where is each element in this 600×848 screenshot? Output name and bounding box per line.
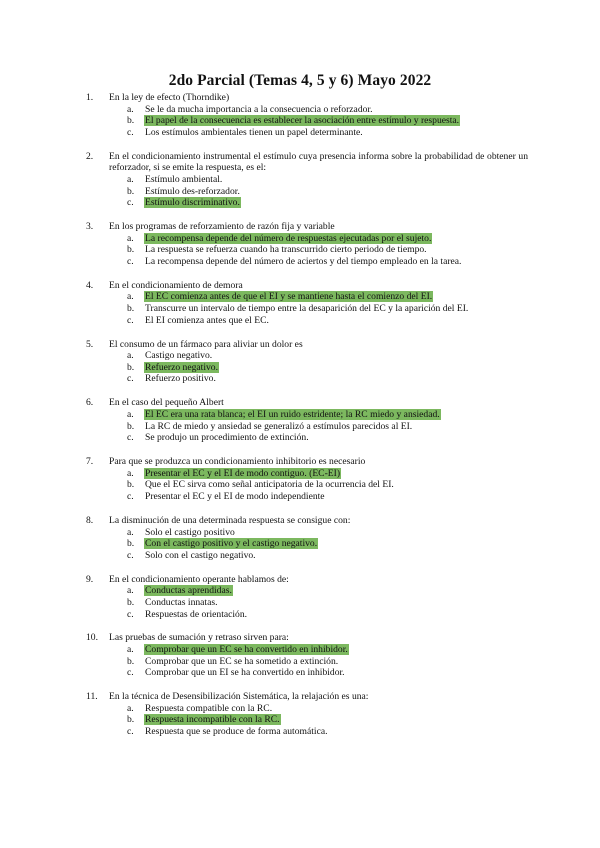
question-number: 11. xyxy=(86,691,98,703)
answer-option xyxy=(88,656,528,668)
option-letter: a. xyxy=(127,103,134,115)
answer-option xyxy=(88,350,528,362)
option-text: El EC comienza antes de que el EI y se mantiene hasta el comienzo del EI. xyxy=(145,291,433,303)
option-text: Estímulo des-reforzador. xyxy=(145,185,240,197)
question-text: Las pruebas de sumación y retraso sirven para: xyxy=(109,632,289,644)
answer-option xyxy=(88,491,528,503)
option-text: Castigo negativo. xyxy=(145,350,213,362)
question-stem xyxy=(88,515,528,527)
option-letter: c. xyxy=(127,373,134,385)
option-letter: b. xyxy=(127,714,135,726)
answer-option xyxy=(88,315,528,327)
option-letter: b. xyxy=(127,596,135,608)
option-letter: b. xyxy=(127,115,135,127)
option-letter: c. xyxy=(127,490,134,502)
question-text: En el caso del pequeño Albert xyxy=(109,397,224,409)
answer-option xyxy=(88,303,528,315)
option-list xyxy=(88,350,528,385)
option-letter: b. xyxy=(127,185,135,197)
question-item xyxy=(88,632,528,678)
question-text: En la ley de efecto (Thorndike) xyxy=(109,92,230,103)
question-number: 10. xyxy=(86,632,98,644)
option-text: La respuesta se refuerza cuando ha transcurrido cierto periodo de tiempo. xyxy=(145,244,427,256)
option-text: Se le da mucha importancia a la consecuencia o reforzador. xyxy=(145,103,373,115)
question-stem xyxy=(88,280,528,292)
question-number: 7. xyxy=(86,456,94,468)
option-letter: b. xyxy=(127,538,135,550)
question-item xyxy=(88,92,528,138)
option-letter: c. xyxy=(127,126,134,138)
option-list xyxy=(88,104,528,139)
answer-option xyxy=(88,373,528,385)
option-text: Respuestas de orientación. xyxy=(145,608,248,620)
option-letter: b. xyxy=(127,655,135,667)
answer-option xyxy=(88,703,528,715)
option-letter: b. xyxy=(127,303,135,315)
option-letter: b. xyxy=(127,420,135,432)
question-number: 4. xyxy=(86,279,94,291)
option-letter: c. xyxy=(127,726,134,738)
answer-option-highlighted xyxy=(88,585,528,597)
answer-option xyxy=(88,186,528,198)
option-text: Transcurre un intervalo de tiempo entre la desaparición del EC y la aparición del EI. xyxy=(145,303,469,315)
option-text: Comprobar que un EC se ha sometido a extinción. xyxy=(145,655,339,667)
question-item xyxy=(88,515,528,561)
answer-option xyxy=(88,104,528,116)
option-letter: a. xyxy=(127,467,134,479)
option-text: La recompensa depende del número de aciertos y del tiempo empleado en la tarea. xyxy=(145,255,462,267)
question-item xyxy=(88,574,528,620)
option-letter: b. xyxy=(127,479,135,491)
question-stem xyxy=(88,151,528,174)
option-text: El papel de la consecuencia es establecer la asociación entre estímulo y respuesta. xyxy=(145,115,460,127)
question-stem xyxy=(88,397,528,409)
option-letter: b. xyxy=(127,361,135,373)
question-item xyxy=(88,339,528,385)
option-text: Solo con el castigo negativo. xyxy=(145,549,256,561)
answer-option xyxy=(88,127,528,139)
answer-option-highlighted xyxy=(88,233,528,245)
option-text: Respuesta que se produce de forma automática. xyxy=(145,726,328,738)
answer-option xyxy=(88,421,528,433)
option-text: Refuerzo negativo. xyxy=(145,361,218,373)
option-text: Se produjo un procedimiento de extinción. xyxy=(145,432,309,444)
option-letter: a. xyxy=(127,291,134,303)
question-text: En los programas de reforzamiento de razón fija y variable xyxy=(109,221,335,233)
question-item xyxy=(88,151,528,209)
answer-option-highlighted xyxy=(88,468,528,480)
answer-option-highlighted xyxy=(88,362,528,374)
option-text: Solo el castigo positivo xyxy=(145,526,235,538)
option-text: El EI comienza antes que el EC. xyxy=(145,314,269,326)
question-number: 9. xyxy=(86,573,94,585)
question-number: 2. xyxy=(86,150,94,162)
option-text: Conductas innatas. xyxy=(145,596,218,608)
question-text: En el condicionamiento instrumental el estímulo cuya presencia informa sobre la probabilidad de obtener un reforzador, si se emite la respuesta, es el: xyxy=(109,150,528,174)
option-list xyxy=(88,527,528,562)
option-letter: a. xyxy=(127,526,134,538)
option-text: Los estímulos ambientales tienen un papel determinante. xyxy=(145,126,363,138)
answer-option-highlighted xyxy=(88,409,528,421)
option-letter: a. xyxy=(127,585,134,597)
question-text: En el condicionamiento de demora xyxy=(109,279,243,291)
question-text: En la técnica de Desensibilización Sistemática, la relajación es una: xyxy=(109,691,369,703)
option-letter: a. xyxy=(127,350,134,362)
answer-option xyxy=(88,667,528,679)
question-item xyxy=(88,691,528,737)
option-text: Comprobar que un EC se ha convertido en inhibidor. xyxy=(145,644,348,656)
option-list xyxy=(88,174,528,209)
option-list xyxy=(88,585,528,620)
option-text: La RC de miedo y ansiedad se generalizó a estímulos parecidos al EI. xyxy=(145,420,413,432)
question-stem xyxy=(88,339,528,351)
answer-option xyxy=(88,479,528,491)
answer-option xyxy=(88,174,528,186)
option-letter: c. xyxy=(127,314,134,326)
answer-option xyxy=(88,550,528,562)
question-text: Para que se produzca un condicionamiento inhibitorio es necesario xyxy=(109,456,366,468)
option-letter: a. xyxy=(127,644,134,656)
option-list xyxy=(88,703,528,738)
option-text: La recompensa depende del número de respuestas ejecutadas por el sujeto. xyxy=(145,232,432,244)
question-stem xyxy=(88,221,528,233)
option-text: El EC era una rata blanca; el EI un ruido estridente; la RC miedo y ansiedad. xyxy=(145,409,440,421)
answer-option-highlighted xyxy=(88,538,528,550)
option-text: Comprobar que un EI se ha convertido en inhibidor. xyxy=(145,667,345,679)
answer-option xyxy=(88,726,528,738)
question-number: 8. xyxy=(86,514,94,526)
question-stem xyxy=(88,691,528,703)
question-stem xyxy=(88,632,528,644)
option-letter: a. xyxy=(127,173,134,185)
answer-option-highlighted xyxy=(88,291,528,303)
option-text: Refuerzo positivo. xyxy=(145,373,216,385)
question-stem xyxy=(88,456,528,468)
answer-option-highlighted xyxy=(88,644,528,656)
question-item xyxy=(88,221,528,267)
answer-option xyxy=(88,244,528,256)
option-list xyxy=(88,644,528,679)
option-letter: a. xyxy=(127,409,134,421)
option-list xyxy=(88,291,528,326)
question-number: 1. xyxy=(86,92,94,103)
question-stem xyxy=(88,574,528,586)
question-number: 3. xyxy=(86,221,94,233)
answer-option xyxy=(88,609,528,621)
option-text: Respuesta incompatible con la RC. xyxy=(145,714,280,726)
question-stem xyxy=(88,92,528,104)
question-text: La disminución de una determinada respuesta se consigue con: xyxy=(109,514,351,526)
option-text: Presentar el EC y el EI de modo independiente xyxy=(145,490,325,502)
option-text: Conductas aprendidas. xyxy=(145,585,232,597)
answer-option xyxy=(88,597,528,609)
question-item xyxy=(88,397,528,443)
answer-option-highlighted xyxy=(88,714,528,726)
option-letter: c. xyxy=(127,432,134,444)
option-list xyxy=(88,233,528,268)
question-number: 6. xyxy=(86,397,94,409)
option-letter: c. xyxy=(127,608,134,620)
question-text: El consumo de un fármaco para aliviar un dolor es xyxy=(109,338,303,350)
option-text: Estímulo discriminativo. xyxy=(145,197,240,209)
answer-option xyxy=(88,432,528,444)
page-title: 2do Parcial (Temas 4, 5 y 6) Mayo 2022 xyxy=(168,72,432,89)
answer-option-highlighted xyxy=(88,115,528,127)
question-list xyxy=(88,92,528,750)
option-letter: c. xyxy=(127,255,134,267)
option-text: Presentar el EC y el EI de modo contiguo. (EC-EI) xyxy=(145,467,341,479)
option-letter: a. xyxy=(127,702,134,714)
answer-option-highlighted xyxy=(88,197,528,209)
option-text: Que el EC sirva como señal anticipatoria de la ocurrencia del EI. xyxy=(145,479,394,491)
option-text: Estímulo ambiental. xyxy=(145,173,223,185)
answer-option xyxy=(88,527,528,539)
option-list xyxy=(88,468,528,503)
question-item xyxy=(88,456,528,502)
option-list xyxy=(88,409,528,444)
option-letter: c. xyxy=(127,549,134,561)
question-number: 5. xyxy=(86,338,94,350)
answer-option xyxy=(88,256,528,268)
option-letter: a. xyxy=(127,232,134,244)
option-text: Con el castigo positivo y el castigo negativo. xyxy=(145,538,318,550)
option-letter: c. xyxy=(127,197,134,209)
option-text: Respuesta compatible con la RC. xyxy=(145,702,273,714)
option-letter: c. xyxy=(127,667,134,679)
option-letter: b. xyxy=(127,244,135,256)
question-item xyxy=(88,280,528,326)
question-text: En el condicionamiento operante hablamos de: xyxy=(109,573,289,585)
